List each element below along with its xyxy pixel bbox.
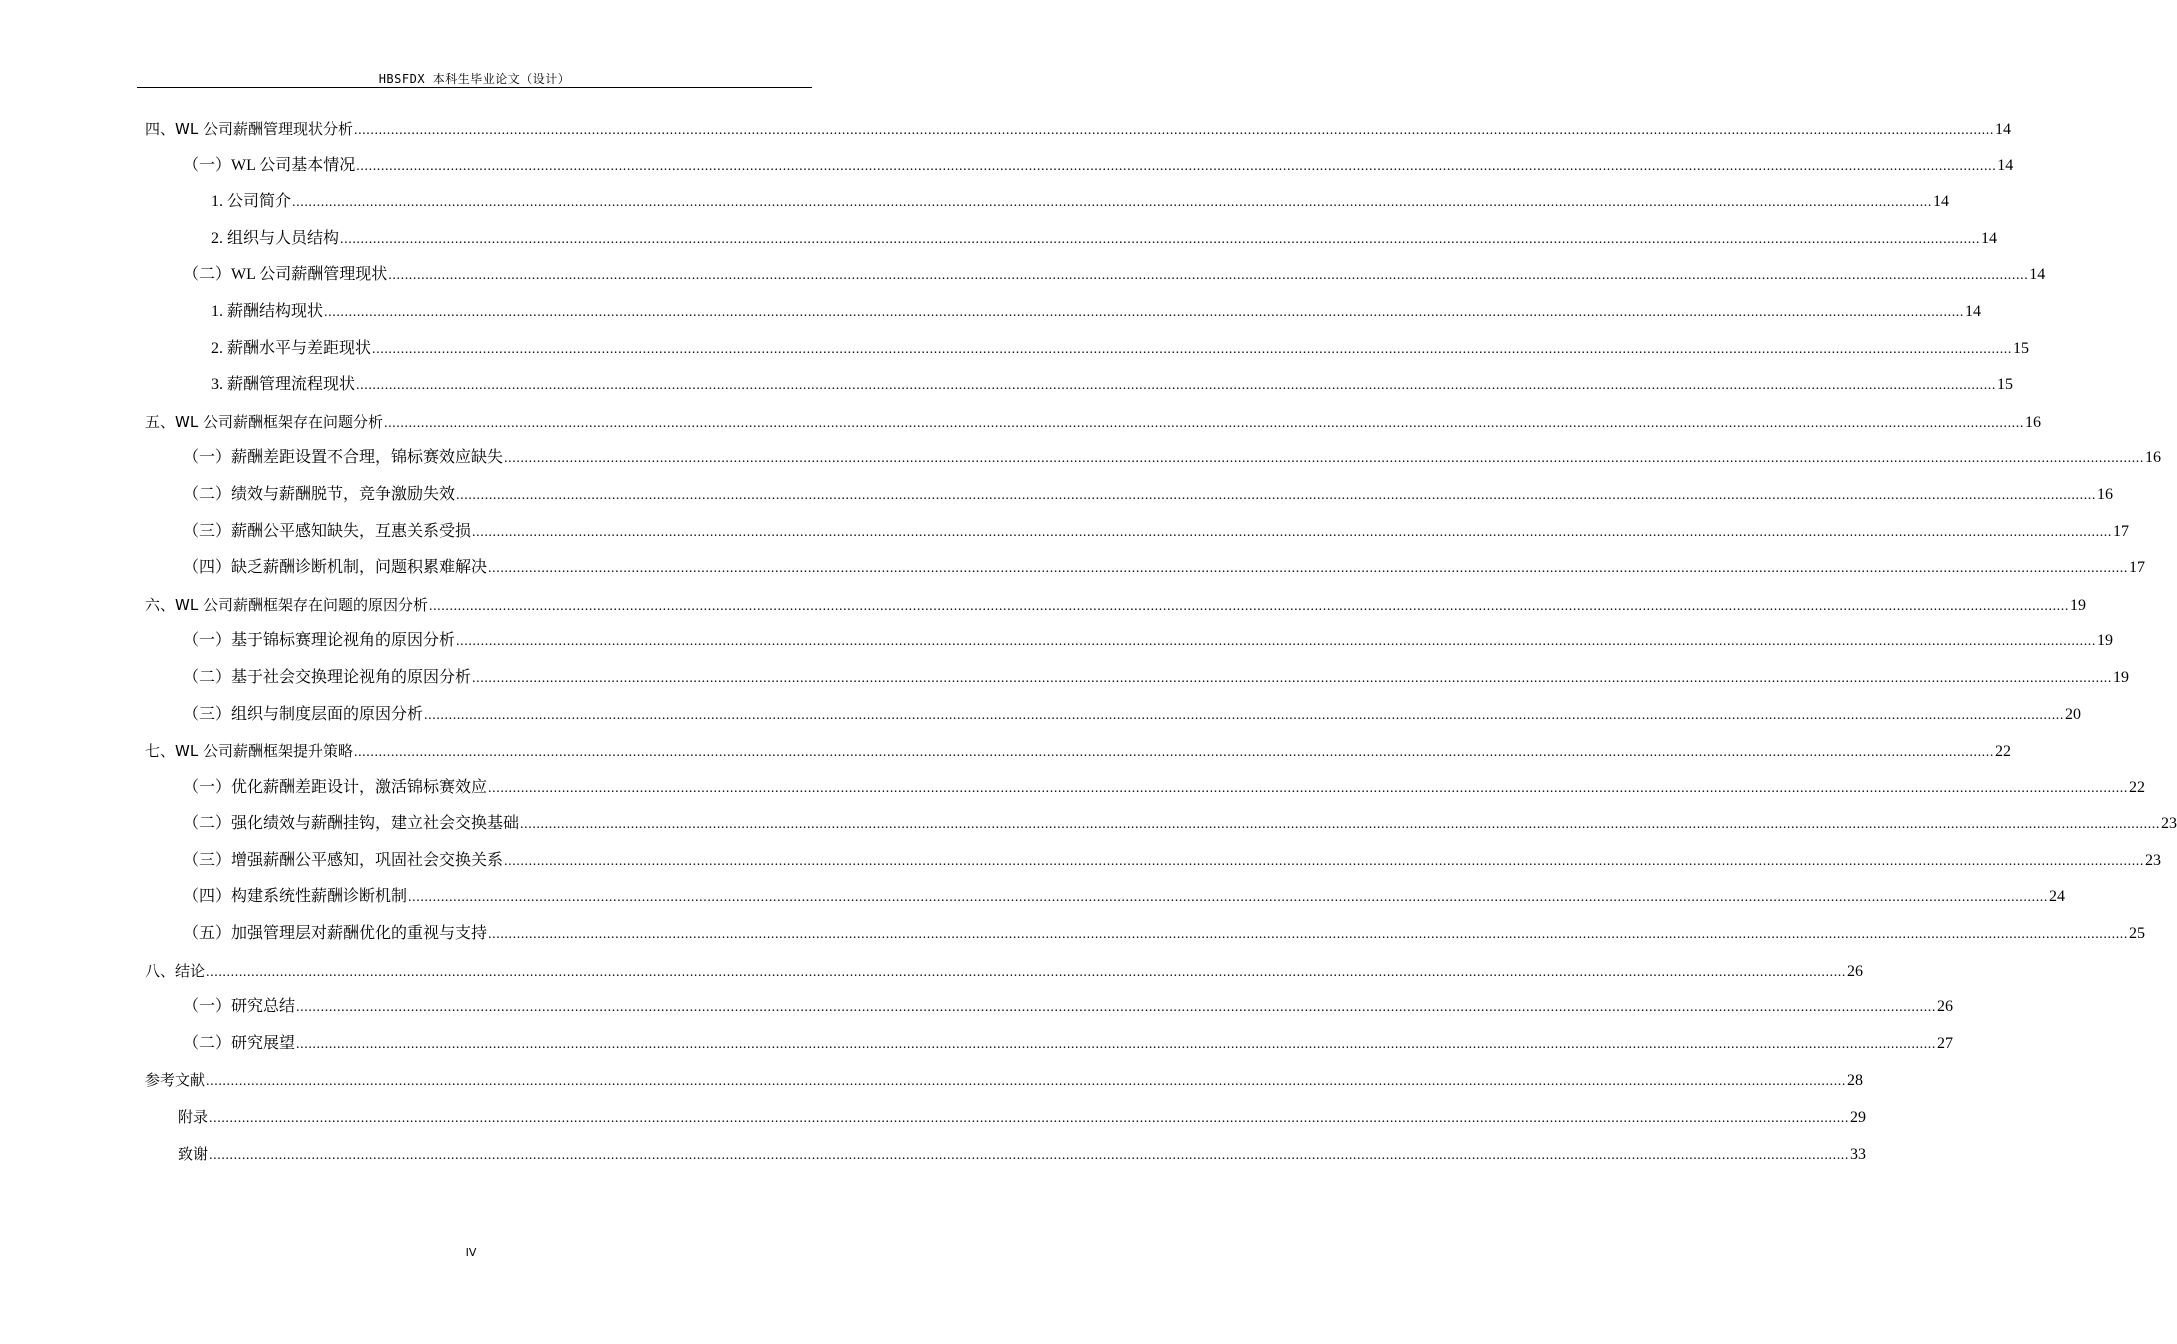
toc-entry[interactable]	[145, 806, 2177, 843]
toc-entry-page: 17	[2113, 522, 2130, 540]
toc-entry-label: 3. 薪酬管理流程现状	[211, 376, 356, 394]
toc-entry-page: 23	[2145, 851, 2162, 869]
toc-entry-label: 1. 薪酬结构现状	[211, 302, 324, 320]
toc-entry[interactable]	[145, 1099, 1867, 1136]
toc-entry[interactable]	[145, 440, 2162, 477]
toc-entry[interactable]	[145, 989, 1954, 1026]
toc-entry-page: 24	[2049, 888, 2066, 906]
toc-entry[interactable]	[145, 843, 2162, 880]
toc-entry[interactable]	[145, 477, 2114, 514]
toc-entry-page: 19	[2113, 668, 2130, 686]
toc-entry[interactable]	[145, 221, 1998, 258]
toc-dot-leader: ................................................................................................................................................................................................................................................................................................................................................................................................................	[209, 1147, 1850, 1163]
toc-entry-page: 14	[1994, 121, 2011, 138]
toc-entry[interactable]	[145, 916, 2146, 953]
toc-dot-leader: ................................................................................................................................................................................................................................................................................................................................................................................................................	[488, 927, 2129, 943]
toc-entry-label: （一）基于锦标赛理论视角的原因分析	[183, 632, 456, 650]
toc-dot-leader: ................................................................................................................................................................................................................................................................................................................................................................................................................	[456, 634, 2097, 650]
toc-dot-leader: ................................................................................................................................................................................................................................................................................................................................................................................................................	[488, 561, 2129, 577]
page-number: IV	[465, 1246, 477, 1259]
toc-entry[interactable]	[145, 623, 2114, 660]
toc-entry-page: 14	[1997, 156, 2014, 174]
toc-entry-page: 23	[2161, 815, 2177, 833]
toc-entry-label: （一）优化薪酬差距设计，激活锦标赛效应	[183, 778, 488, 796]
toc-entry-label: （二）绩效与薪酬脱节，竞争激励失效	[183, 485, 456, 503]
toc-entry[interactable]	[145, 111, 2011, 148]
toc-entry-page: 20	[2065, 705, 2082, 723]
toc-entry-label: （五）加强管理层对薪酬优化的重视与支持	[183, 925, 488, 943]
toc-dot-leader: ................................................................................................................................................................................................................................................................................................................................................................................................................	[504, 853, 2145, 869]
toc-entry[interactable]	[145, 733, 2011, 770]
toc-entry-label: （二）WL 公司薪酬管理现状	[183, 266, 388, 284]
toc-dot-leader: ................................................................................................................................................................................................................................................................................................................................................................................................................	[292, 195, 1933, 211]
toc-entry-label: 四、WL 公司薪酬管理现状分析	[145, 120, 353, 138]
toc-entry-page: 17	[2129, 559, 2146, 577]
toc-entry[interactable]	[145, 294, 1982, 331]
toc-entry-page: 28	[1847, 1072, 1864, 1090]
toc-entry-page: 14	[1981, 229, 1998, 247]
toc-dot-leader: ................................................................................................................................................................................................................................................................................................................................................................................................................	[424, 707, 2065, 723]
toc-dot-leader: ................................................................................................................................................................................................................................................................................................................................................................................................................	[353, 123, 1994, 138]
toc-entry[interactable]	[145, 1026, 1954, 1063]
toc-dot-leader: ................................................................................................................................................................................................................................................................................................................................................................................................................	[206, 1074, 1847, 1090]
toc-entry-label: （一）WL 公司基本情况	[183, 156, 356, 174]
toc-entry[interactable]	[145, 879, 2066, 916]
toc-entry-label: （三）增强薪酬公平感知，巩固社会交换关系	[183, 851, 504, 869]
toc-entry-label: 1. 公司简介	[211, 193, 292, 211]
toc-dot-leader: ................................................................................................................................................................................................................................................................................................................................................................................................................	[504, 451, 2145, 467]
toc-entry-page: 15	[2013, 339, 2030, 357]
toc-entry[interactable]	[145, 184, 1950, 221]
toc-entry[interactable]	[145, 587, 2086, 624]
toc-entry-page: 19	[2097, 632, 2114, 650]
toc-entry-label: （二）基于社会交换理论视角的原因分析	[183, 668, 472, 686]
toc-entry[interactable]	[145, 514, 2130, 551]
toc-entry[interactable]	[145, 257, 2046, 294]
toc-entry-page: 25	[2129, 925, 2146, 943]
toc-entry[interactable]	[145, 331, 2030, 368]
toc-entry-label: 附录	[178, 1108, 209, 1127]
running-header: HBSFDX 本科生毕业论文（设计）	[378, 72, 571, 86]
toc-dot-leader: ................................................................................................................................................................................................................................................................................................................................................................................................................	[488, 780, 2129, 796]
toc-dot-leader: ................................................................................................................................................................................................................................................................................................................................................................................................................	[296, 1036, 1937, 1052]
toc-dot-leader: ................................................................................................................................................................................................................................................................................................................................................................................................................	[353, 745, 1994, 761]
toc-entry-page: 22	[2129, 778, 2146, 796]
toc-dot-leader: ................................................................................................................................................................................................................................................................................................................................................................................................................	[472, 670, 2113, 686]
toc-entry-page: 33	[1850, 1145, 1867, 1163]
toc-entry-page: 27	[1937, 1034, 1954, 1052]
toc-entry-label: 2. 薪酬水平与差距现状	[211, 339, 372, 357]
toc-dot-leader: ................................................................................................................................................................................................................................................................................................................................................................................................................	[340, 231, 1981, 247]
toc-entry[interactable]	[145, 1136, 1867, 1173]
toc-dot-leader: ................................................................................................................................................................................................................................................................................................................................................................................................................	[408, 890, 2049, 906]
toc-entry-label: （二）强化绩效与薪酬挂钩，建立社会交换基础	[183, 815, 520, 833]
toc-entry[interactable]	[145, 770, 2146, 807]
toc-dot-leader: ................................................................................................................................................................................................................................................................................................................................................................................................................	[456, 487, 2097, 503]
toc-entry-label: 五、WL 公司薪酬框架存在问题分析	[145, 412, 383, 431]
toc-entry-page: 15	[1997, 376, 2014, 394]
toc-entry-page: 19	[2069, 596, 2086, 614]
toc-dot-leader: ................................................................................................................................................................................................................................................................................................................................................................................................................	[388, 268, 2029, 284]
toc-entry-label: （四）构建系统性薪酬诊断机制	[183, 888, 408, 906]
header-rule	[137, 87, 812, 88]
toc-entry-label: 2. 组织与人员结构	[211, 229, 340, 247]
toc-entry-page: 16	[2024, 413, 2041, 431]
toc-dot-leader: ................................................................................................................................................................................................................................................................................................................................................................................................................	[472, 524, 2113, 540]
toc-entry-page: 26	[1847, 962, 1864, 980]
toc-entry-label: 参考文献	[145, 1071, 206, 1090]
toc-entry-page: 14	[2029, 266, 2046, 284]
toc-dot-leader: ................................................................................................................................................................................................................................................................................................................................................................................................................	[324, 304, 1965, 320]
toc-entry-label: 七、WL 公司薪酬框架提升策略	[145, 742, 353, 761]
toc-entry-page: 16	[2145, 449, 2162, 467]
toc-dot-leader: ................................................................................................................................................................................................................................................................................................................................................................................................................	[209, 1111, 1850, 1127]
toc-entry[interactable]	[145, 367, 2014, 404]
toc-entry[interactable]	[145, 550, 2146, 587]
toc-dot-leader: ................................................................................................................................................................................................................................................................................................................................................................................................................	[520, 817, 2161, 833]
toc-entry-page: 16	[2097, 485, 2114, 503]
toc-dot-leader: ................................................................................................................................................................................................................................................................................................................................................................................................................	[383, 415, 2024, 431]
toc-entry-label: 六、WL 公司薪酬框架存在问题的原因分析	[145, 595, 428, 614]
toc-entry[interactable]	[145, 697, 2082, 734]
toc-entry-page: 26	[1937, 998, 1954, 1016]
toc-entry-page: 14	[1965, 302, 1982, 320]
toc-entry[interactable]	[145, 1062, 1864, 1099]
toc-entry-page: 22	[1994, 743, 2011, 761]
toc-entry-page: 29	[1850, 1109, 1867, 1127]
toc-entry-label: （一）薪酬差距设置不合理，锦标赛效应缺失	[183, 449, 504, 467]
toc-entry-page: 14	[1933, 193, 1950, 211]
toc-dot-leader: ................................................................................................................................................................................................................................................................................................................................................................................................................	[372, 341, 2013, 357]
toc-entry-label: 八、结论	[145, 961, 206, 980]
toc-entry[interactable]	[145, 148, 2014, 185]
toc-entry[interactable]	[145, 660, 2130, 697]
toc-entry-label: （三）薪酬公平感知缺失，互惠关系受损	[183, 522, 472, 540]
toc-entry[interactable]	[145, 404, 2041, 441]
toc-entry-label: （四）缺乏薪酬诊断机制，问题积累难解决	[183, 559, 488, 577]
table-of-contents	[145, 111, 2177, 1172]
toc-entry-label: （一）研究总结	[183, 998, 296, 1016]
toc-entry-label: （二）研究展望	[183, 1034, 296, 1052]
toc-dot-leader: ................................................................................................................................................................................................................................................................................................................................................................................................................	[428, 598, 2069, 614]
toc-dot-leader: ................................................................................................................................................................................................................................................................................................................................................................................................................	[296, 1000, 1937, 1016]
toc-entry-label: 致谢	[178, 1144, 209, 1163]
toc-entry-label: （三）组织与制度层面的原因分析	[183, 705, 424, 723]
toc-dot-leader: ................................................................................................................................................................................................................................................................................................................................................................................................................	[356, 158, 1997, 174]
toc-entry[interactable]	[145, 953, 1864, 990]
toc-dot-leader: ................................................................................................................................................................................................................................................................................................................................................................................................................	[206, 964, 1847, 980]
toc-dot-leader: ................................................................................................................................................................................................................................................................................................................................................................................................................	[356, 378, 1997, 394]
